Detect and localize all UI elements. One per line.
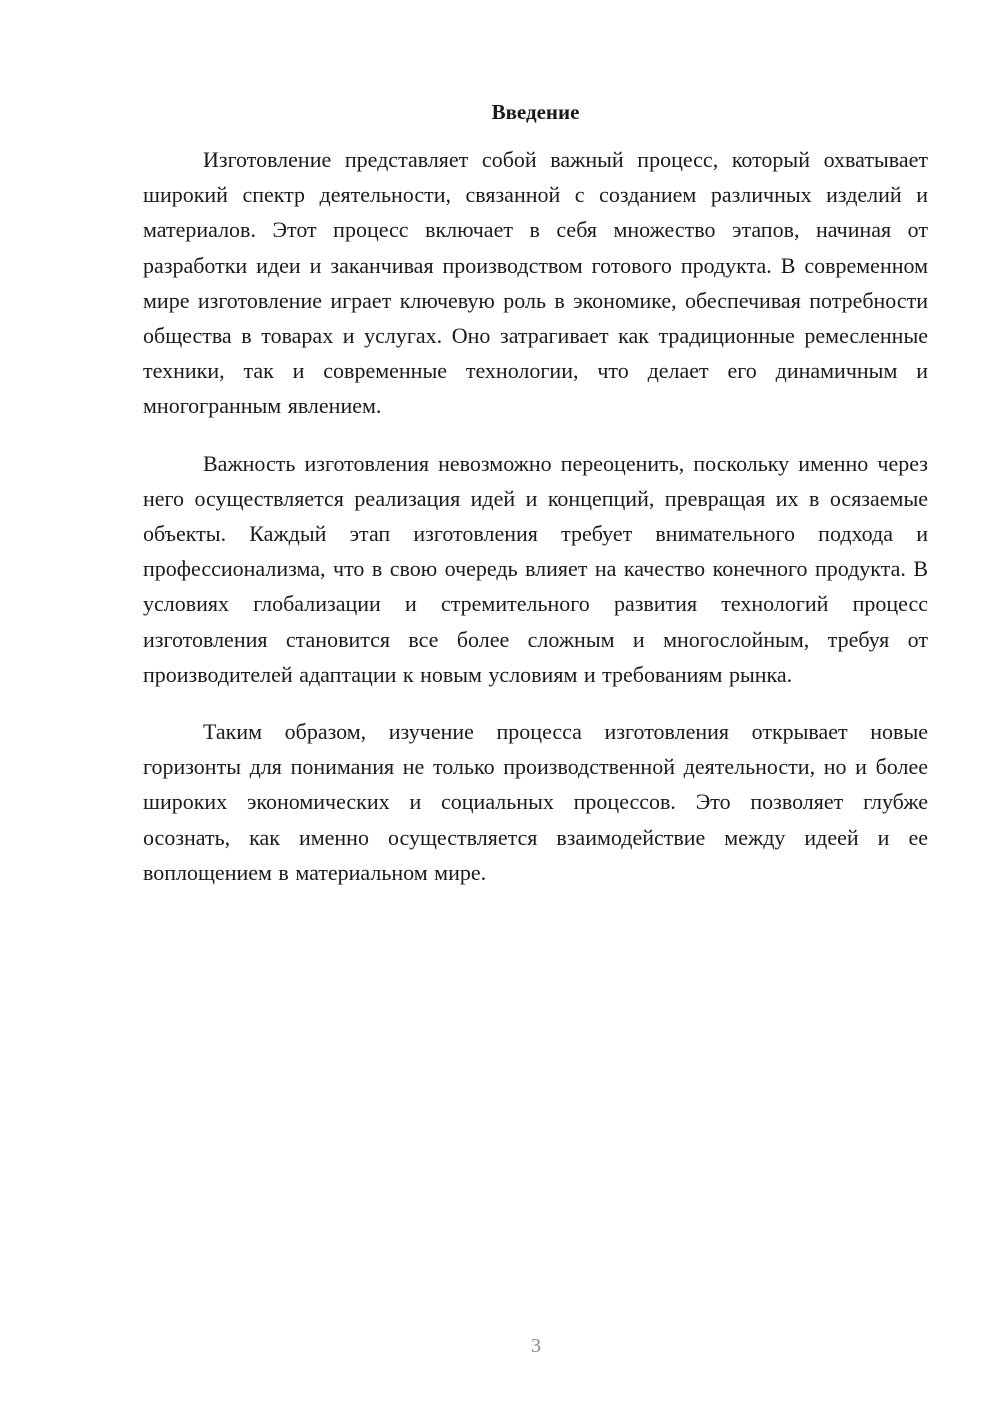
paragraph-1: Изготовление представляет собой важный процесс, который охватывает широкий спектр деятельности, связанной с созданием различных изделий и материалов. Этот процесс включает в себя множество этапов, начиная от разработки идеи и заканчивая производством готового продукта. В современном мире изготовление играет ключевую роль в экономике, обеспечивая потребности общества в товарах и услугах. Оно затрагивает как традиционные ремесленные техники, так и современные технологии, что делает его динамичным и многогранным явлением. [143, 147, 928, 419]
section-heading: Введение [491, 100, 580, 124]
paragraph-2: Важность изготовления невозможно переоценить, поскольку именно через него осуществляется реализация идей и концепций, превращая их в осязаемые объекты. Каждый этап изготовления требует внимательного подхода и профессионализма, что в свою очередь влияет на качество конечного продукта. В условиях глобализации и стремительного развития технологий процесс изготовления становится все более сложным и многослойным, требуя от производителей адаптации к новым условиям и требованиям рынка. [143, 450, 928, 687]
paragraph-3: Таким образом, изучение процесса изготовления открывает новые горизонты для понимания не только производственной деятельности, но и более широких экономических и социальных процессов. Это позволяет глубже осознать, как именно осуществляется взаимодействие между идеей и ее воплощением в материальном мире. [143, 719, 928, 885]
page-number: 3 [531, 1335, 541, 1357]
body-text [143, 142, 928, 912]
